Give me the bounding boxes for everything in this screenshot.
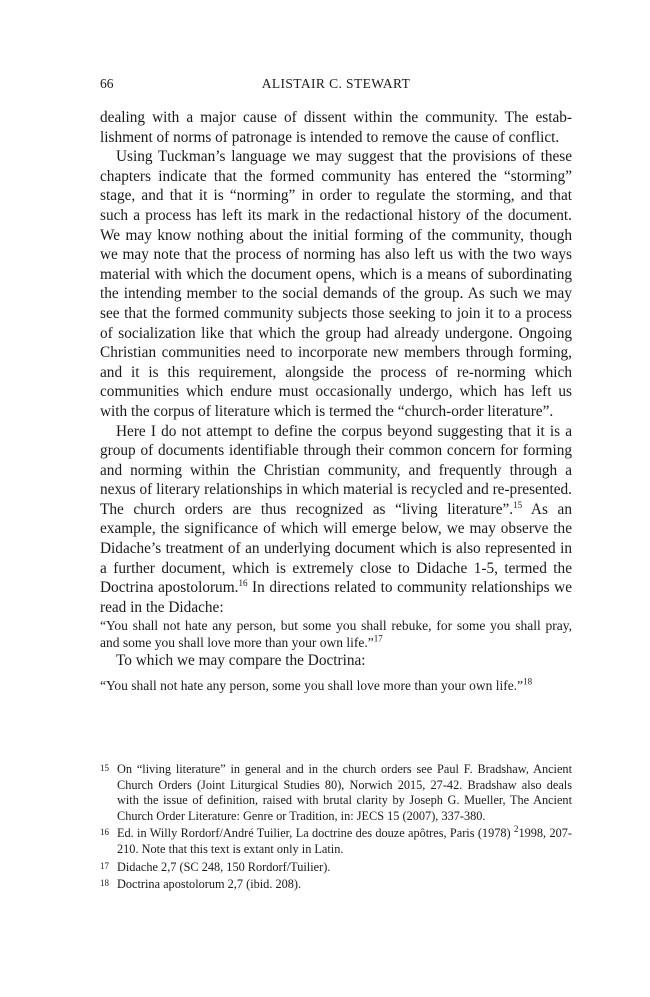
quote-didache-text: “You shall not hate any person, but some you shall rebuke, for some you shall pray, and some you shall love more than your own life.” bbox=[100, 618, 572, 651]
footnote-ref-17[interactable]: 17 bbox=[373, 633, 383, 644]
main-text bbox=[100, 108, 572, 694]
page-number: 66 bbox=[100, 76, 114, 91]
footnote-text-b: 1998, 207-210. Note that this text is extant only in Latin. bbox=[117, 826, 572, 856]
footnote-text-a: Ed. in Willy Rordorf/André Tuilier, La doctrine des douze apôtres, Paris (1978) bbox=[117, 826, 514, 841]
footnote-ref-15[interactable]: 15 bbox=[513, 499, 523, 510]
paragraph-3-part-b: As an example, the significance of which will emerge below, we may observe the Didache’s treatment of an underlying document which is also represented in a further document, which is extremely close to Didache 1-5, termed the Doctrina apostolorum. bbox=[100, 500, 572, 597]
quote-intro: To which we may compare the Doctrina: bbox=[116, 652, 366, 670]
paragraph-1: dealing with a major cause of dissent within the community. The establishment of norms of patronage is intended to remove the cause of conflict. bbox=[100, 109, 572, 146]
running-head: ALISTAIR C. STEWART bbox=[261, 76, 411, 91]
footnote-15 bbox=[100, 762, 572, 824]
footnote-ref-18[interactable]: 18 bbox=[523, 676, 533, 687]
paragraph-2: Using Tuckman’s language we may suggest that the provisions of these chapters indicate that the formed community has entered the “storming” stage, and that it is “norming” in order to regulate the storming, and that such a process has left its mark in the redactional history of the document. We may know nothing about the initial forming of the community, though we may note that the process of norming has also left us with the two ways material with which the document opens, which is a means of subordinating the intending member to the social demands of the group. As such we may see that the formed community subjects those seeking to join it to a process of socialization like that which the group had already undergone. Ongoing Christian communities need to incorporate new members through forming, and it is this requirement, alongside the process of re-norming which communities which endure must occasionally undergo, which has left us with the corpus of literature which is termed the “church-order literature”. bbox=[100, 148, 572, 420]
footnote-number: 18 bbox=[100, 878, 109, 889]
block-quote-doctrina bbox=[100, 677, 572, 694]
footnote-text: On “living literature” in general and in the church orders see Paul F. Bradshaw, Ancient Church Orders (Joint Liturgical Studies 80), Norwich 2015, 27-42. Bradshaw also deals with the issue of definition, raised with brutal clarity by Joseph G. Mueller, The Ancient Church Order Literature: Genre or Tradition, in: JECS 15 (2007), 337-380. bbox=[117, 762, 572, 823]
paragraph-3-part-a: Here I do not attempt to define the corpus beyond suggesting that it is a group of documents identifiable through their common concern for forming and norming within the Christian community, and frequently through a nexus of literary relationships in which material is recycled and re-presented. The church orders are thus recognized as “living literature”. bbox=[100, 422, 572, 518]
paragraph-3-part-c: In directions related to community relationships we read in the Didache: bbox=[100, 579, 572, 616]
footnote-18 bbox=[100, 877, 572, 893]
footnote-17 bbox=[100, 860, 572, 876]
paragraph-3 bbox=[100, 422, 572, 618]
footnote-number: 16 bbox=[100, 827, 109, 838]
footnote-16 bbox=[100, 826, 572, 857]
quote-doctrina-text: “You shall not hate any person, some you shall love more than your own life.” bbox=[100, 678, 524, 694]
footnote-text: Doctrina apostolorum 2,7 (ibid. 208). bbox=[117, 877, 302, 892]
footnote-number: 15 bbox=[100, 763, 109, 773]
footnotes bbox=[100, 762, 572, 895]
footnote-number: 17 bbox=[100, 860, 109, 871]
edition-superscript: 2 bbox=[513, 824, 519, 835]
footnote-ref-16[interactable]: 16 bbox=[238, 578, 248, 589]
block-quote-didache bbox=[100, 617, 572, 651]
footnote-text: Didache 2,7 (SC 248, 150 Rordorf/Tuilier). bbox=[117, 859, 331, 874]
